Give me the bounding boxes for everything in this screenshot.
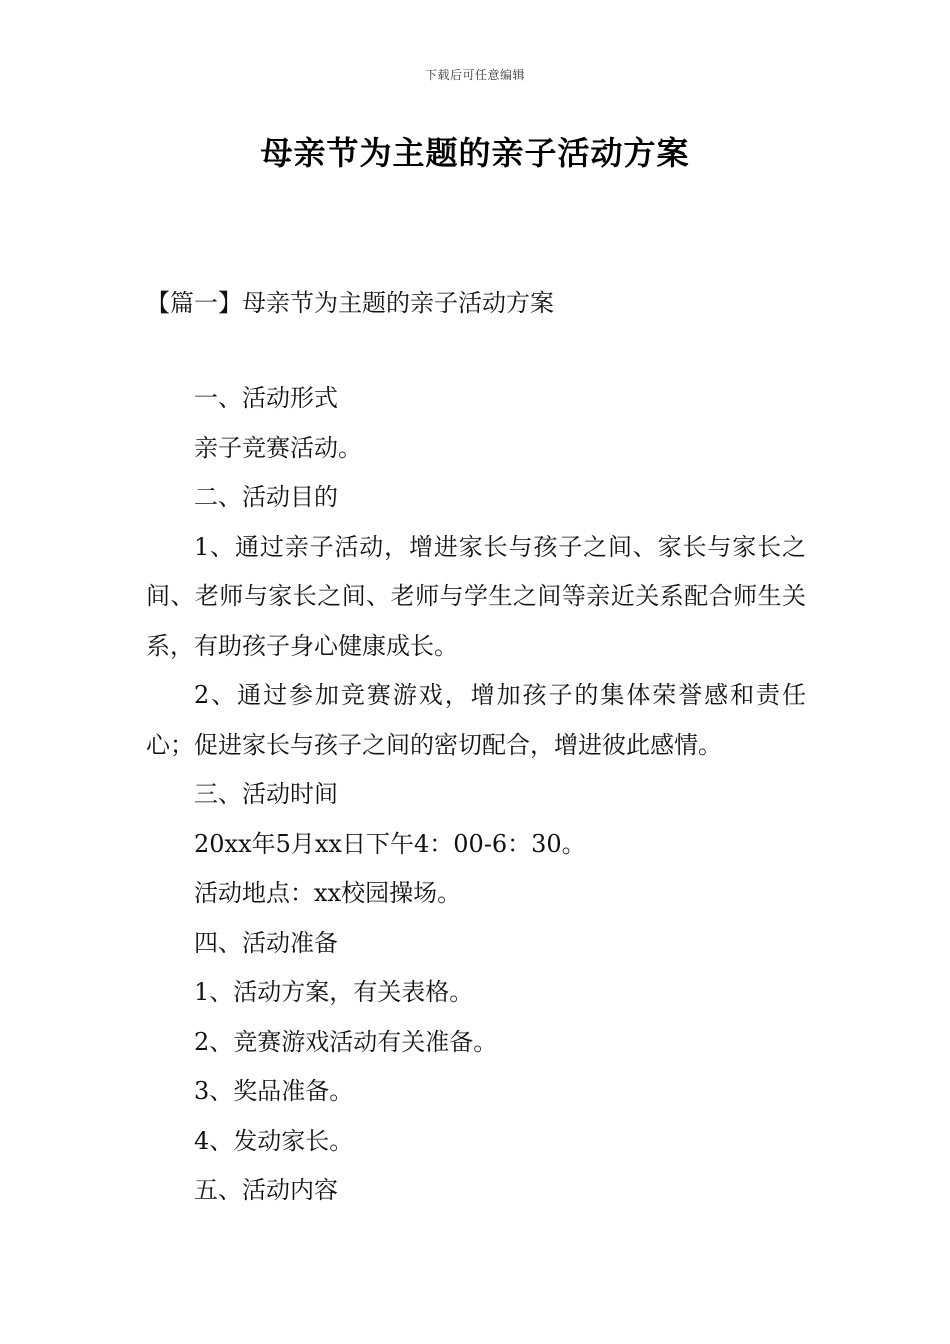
- heading-activity-preparation: 四、活动准备: [194, 928, 338, 957]
- heading-activity-form: 一、活动形式: [194, 384, 338, 412]
- list-item: 3、奖品准备。: [194, 1077, 354, 1105]
- list-item: 1、活动方案，有关表格。: [194, 978, 474, 1006]
- paragraph: 2、通过参加竞赛游戏，增加孩子的集体荣誉感和责任心；促进家长与孩子之间的密切配合，增进彼此感情。: [146, 681, 806, 759]
- heading-activity-content: 五、活动内容: [194, 1176, 338, 1204]
- paragraph: 亲子竞赛活动。: [194, 433, 362, 462]
- section-heading: 【篇一】母亲节为主题的亲子活动方案: [146, 289, 554, 317]
- list-item: 4、发动家长。: [194, 1126, 354, 1155]
- paragraph: 20xx年5月xx日下午4：00-6：30。: [194, 829, 586, 858]
- list-item: 2、竞赛游戏活动有关准备。: [194, 1027, 498, 1056]
- document-title: 母亲节为主题的亲子活动方案: [260, 134, 690, 172]
- heading-activity-time: 三、活动时间: [194, 780, 338, 808]
- paragraph: 活动地点：xx校园操场。: [194, 879, 462, 907]
- heading-activity-purpose: 二、活动目的: [194, 483, 338, 511]
- document-body: [146, 374, 806, 1216]
- paragraph: 1、通过亲子活动，增进家长与孩子之间、家长与家长之间、老师与家长之间、老师与学生之间等亲近关系配合师生关系，有助孩子身心健康成长。: [146, 532, 806, 660]
- header-note: 下载后可任意编辑: [424, 68, 525, 82]
